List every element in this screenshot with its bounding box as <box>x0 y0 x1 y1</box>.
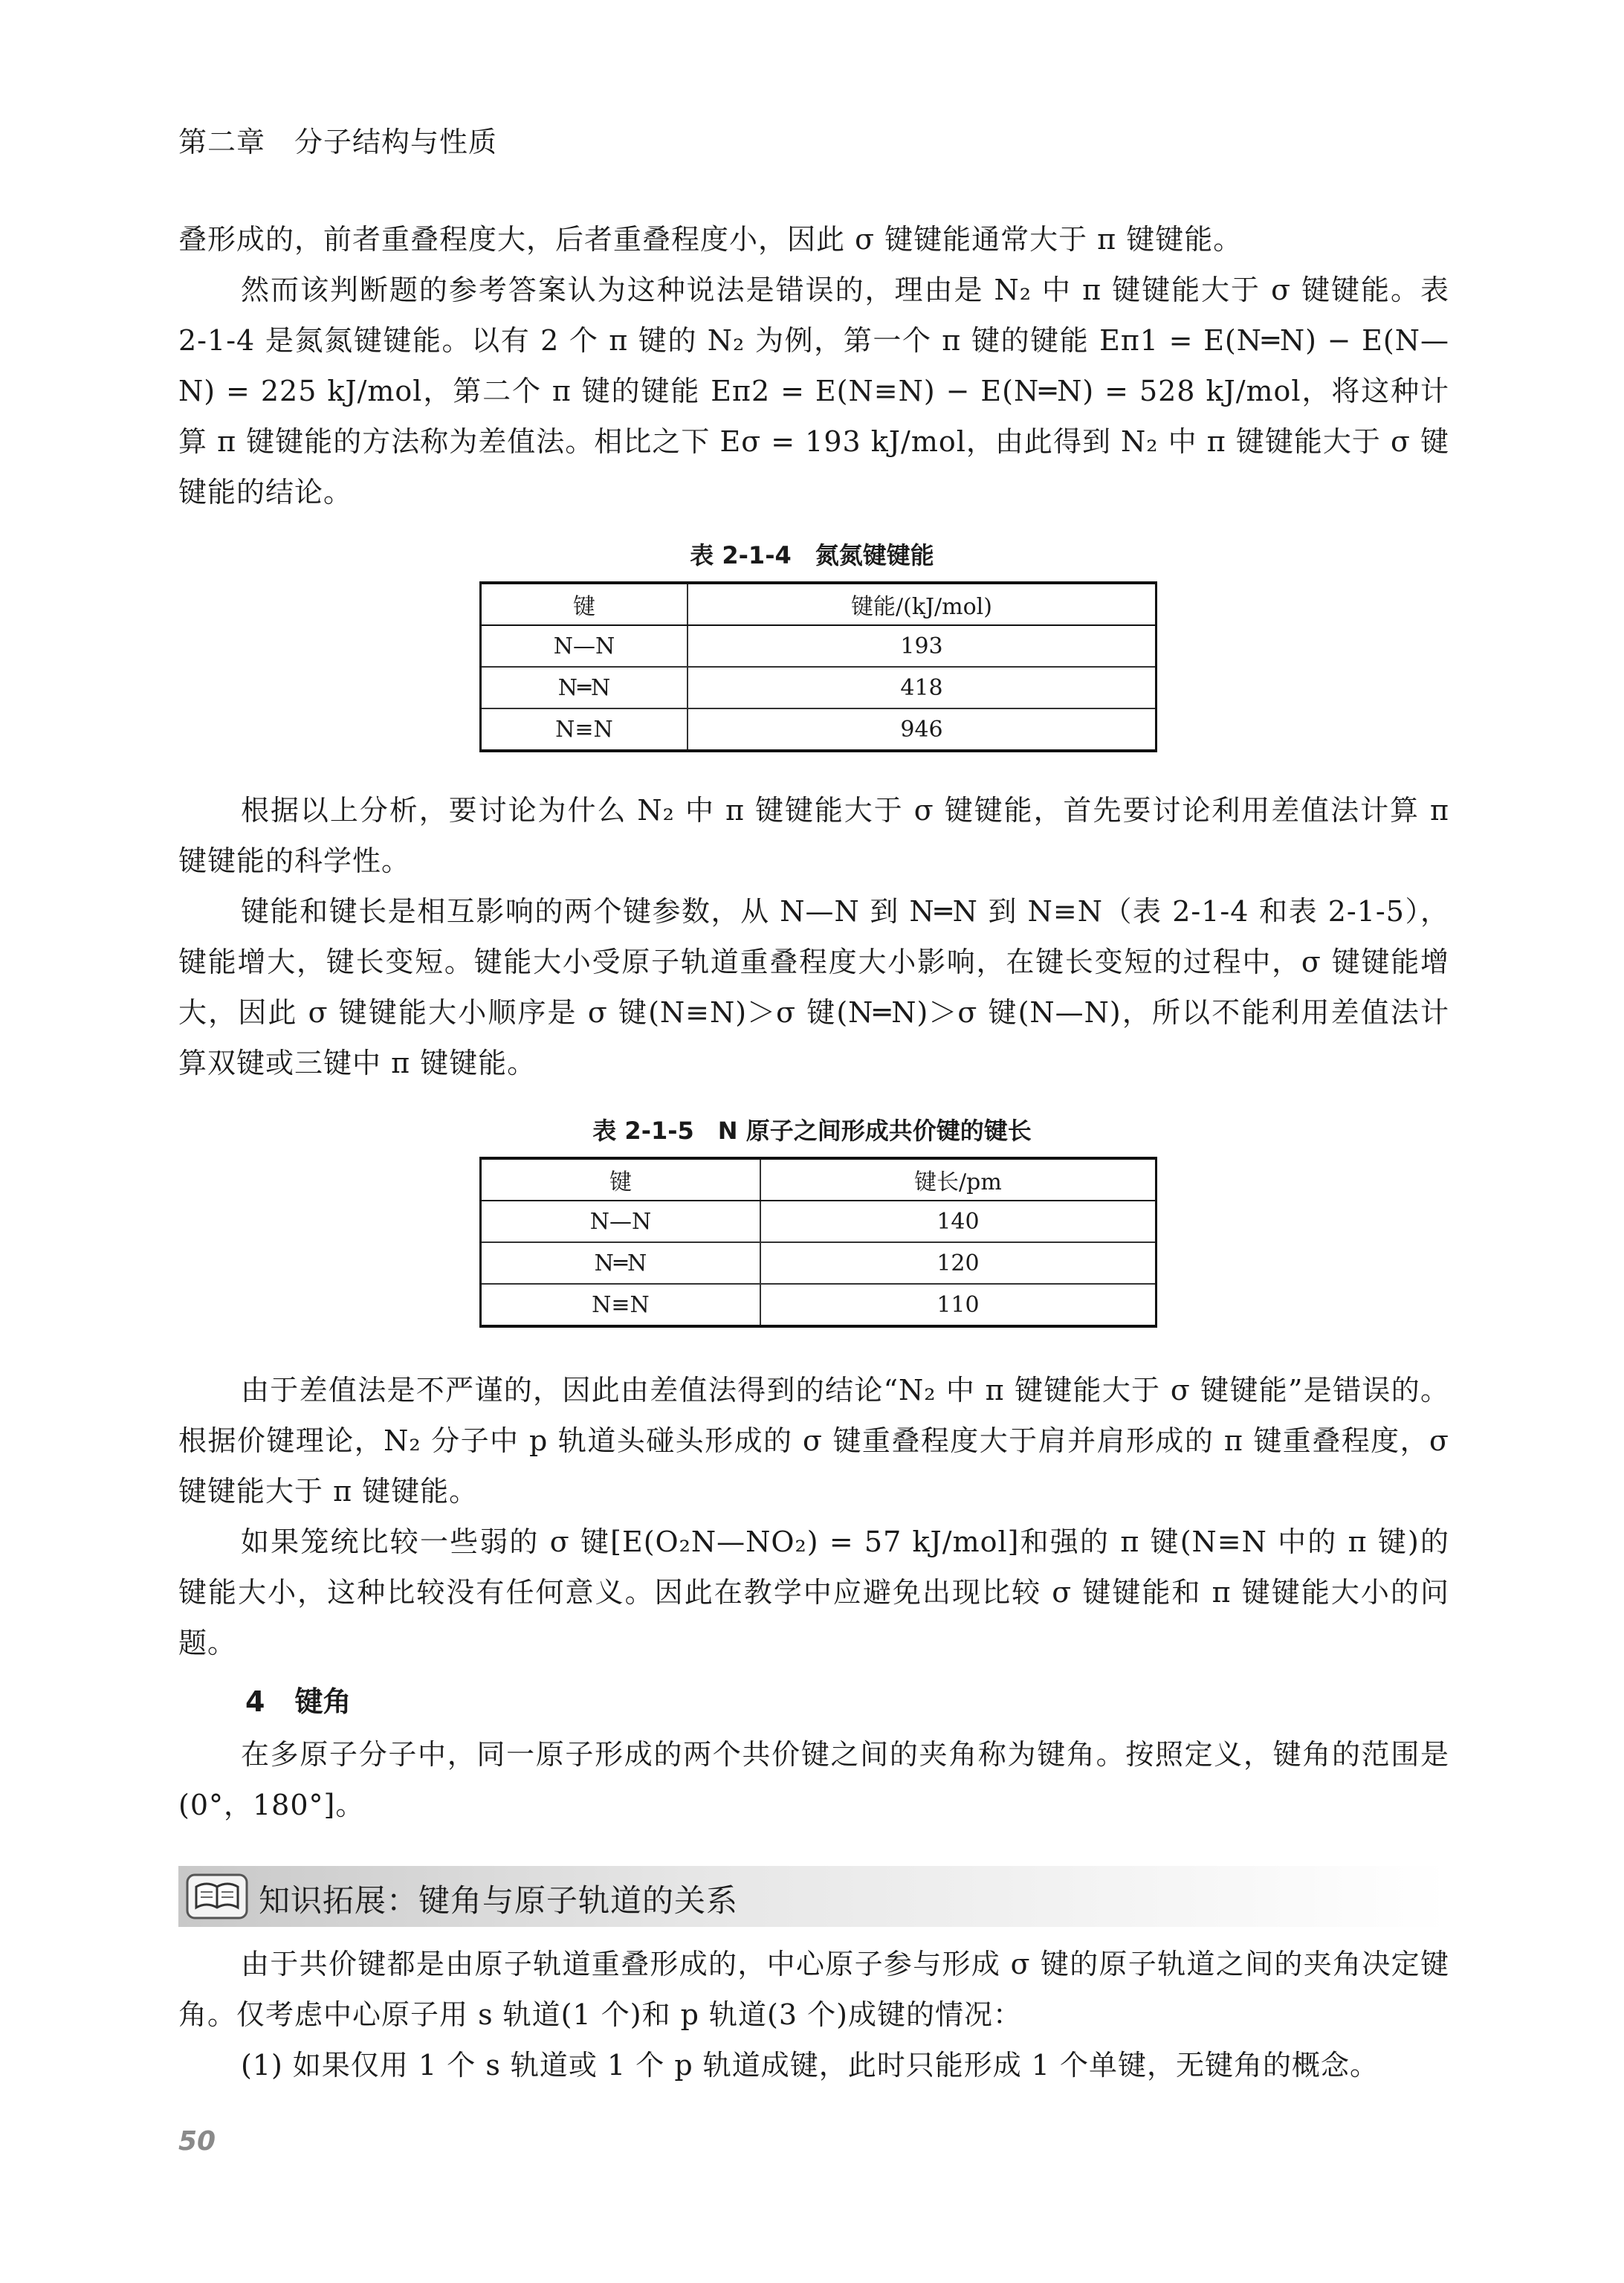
paragraph-group-mid <box>178 785 1449 1088</box>
paragraph: (1) 如果仅用 1 个 s 轨道或 1 个 p 轨道成键，此时只能形成 1 个单键，无键角的概念。 <box>241 2049 1379 2082</box>
paragraph: 然而该判断题的参考答案认为这种说法是错误的，理由是 N₂ 中 π 键键能大于 σ 键键能。表 2-1-4 是氮氮键键能。以有 2 个 π 键的 N₂ 为例，第一个 π 键的键能 Eπ1 = E(N═N) − E(N—N) = 225 kJ/mol，第二个 π 键的键能 Eπ2 = E(N≡N) − E(N═N) = 528 kJ/mol，将这种计算 π 键键能的方法称为差值法。相比之下 Eσ = 193 kJ/mol，由此得到 N₂ 中 π 键键能大于 σ 键键能的结论。 <box>178 274 1449 508</box>
table-row <box>481 1242 1156 1284</box>
column-header: 键 <box>481 583 688 625</box>
paragraph: 根据以上分析，要讨论为什么 N₂ 中 π 键键能大于 σ 键键能，首先要讨论利用差值法计算 π 键键能的科学性。 <box>178 794 1449 877</box>
paragraph: 如果笼统比较一些弱的 σ 键[E(O₂N—NO₂) = 57 kJ/mol]和强的 π 键(N≡N 中的 π 键)的键能大小，这种比较没有任何意义。因此在教学中应避免出现比较 σ 键键能和 π 键键能大小的问题。 <box>178 1525 1449 1659</box>
table-cell: N═N <box>481 1242 760 1284</box>
table-cell: N≡N <box>481 708 688 751</box>
paragraph: 由于共价键都是由原子轨道重叠形成的，中心原子参与形成 σ 键的原子轨道之间的夹角决定键角。仅考虑中心原子用 s 轨道(1 个)和 p 轨道(3 个)成键的情况： <box>178 1948 1449 2031</box>
table-row <box>481 708 1156 751</box>
table-cell: 193 <box>688 625 1156 667</box>
table-cell: 140 <box>760 1201 1156 1242</box>
paragraph-group-section <box>178 1729 1449 1830</box>
paragraph: 叠形成的，前者重叠程度大，后者重叠程度小，因此 σ 键键能通常大于 π 键键能。 <box>178 223 1243 256</box>
paragraph: 键能和键长是相互影响的两个键参数，从 N—N 到 N═N 到 N≡N（表 2-1-4 和表 2-1-5），键能增大，键长变短。键能大小受原子轨道重叠程度大小影响，在键长变短的过程中，σ 键键能增大，因此 σ 键键能大小顺序是 σ 键(N≡N)＞σ 键(N═N)＞σ 键(N—N)，所以不能利用差值法计算双键或三键中 π 键键能。 <box>178 895 1449 1079</box>
table-row <box>481 667 1156 708</box>
table-row <box>481 1201 1156 1242</box>
paragraph: 在多原子分子中，同一原子形成的两个共价键之间的夹角称为键角。按照定义，键角的范围是(0°，180°]。 <box>178 1738 1449 1821</box>
table-cell: N—N <box>481 1201 760 1242</box>
section-number: 4 <box>245 1685 265 1718</box>
table-cell: N═N <box>481 667 688 708</box>
table-cell: 120 <box>760 1242 1156 1284</box>
table-header-row <box>481 1158 1156 1201</box>
table-cell: N—N <box>481 625 688 667</box>
paragraph-group-low <box>178 1365 1449 1668</box>
table-caption: 表 2-1-5 N 原子之间形成共价键的键长 <box>592 1117 1032 1145</box>
paragraph: 由于差值法是不严谨的，因此由差值法得到的结论“N₂ 中 π 键键能大于 σ 键键能”是错误的。根据价键理论，N₂ 分子中 p 轨道头碰头形成的 σ 键重叠程度大于肩并肩形成的 π 键重叠程度，σ 键键能大于 π 键键能。 <box>178 1374 1449 1508</box>
table-cell: N≡N <box>481 1284 760 1326</box>
table-cell: 110 <box>760 1284 1156 1326</box>
open-book-icon <box>186 1872 248 1921</box>
bond-length-table <box>479 1157 1157 1328</box>
table-cell: 946 <box>688 708 1156 751</box>
table-row <box>481 1284 1156 1326</box>
section-title: 键角 <box>294 1685 352 1718</box>
section-heading <box>245 1679 351 1719</box>
table-row <box>481 625 1156 667</box>
column-header: 键长/pm <box>760 1158 1156 1201</box>
paragraph-group-bottom <box>178 1939 1449 2090</box>
table-cell: 418 <box>688 667 1156 708</box>
paragraph-group-top <box>178 214 1449 517</box>
column-header: 键 <box>481 1158 760 1201</box>
page-number: 50 <box>178 2126 216 2157</box>
bond-energy-table <box>479 581 1157 752</box>
column-header: 键能/(kJ/mol) <box>688 583 1156 625</box>
table-caption: 表 2-1-4 氮氮键键能 <box>690 541 934 569</box>
chapter-header: 第二章 分子结构与性质 <box>178 126 498 158</box>
knowledge-extension-banner <box>178 1866 1449 1927</box>
table-header-row <box>481 583 1156 625</box>
banner-title: 知识拓展：键角与原子轨道的关系 <box>259 1882 739 1919</box>
